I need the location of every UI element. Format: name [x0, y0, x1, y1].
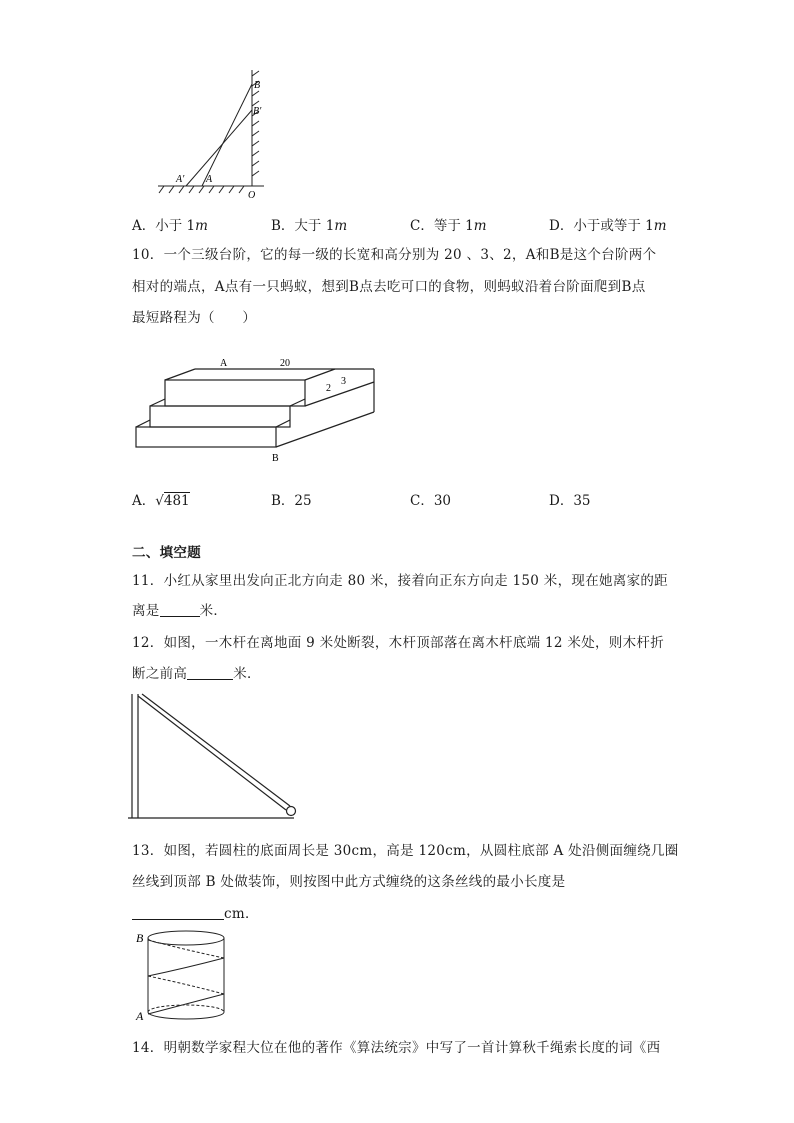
q10-line-1: 10．一个三级台阶，它的每一级的长宽和高分别为 20 、3、2，A和B是这个台阶两个	[132, 247, 657, 263]
staircase-figure	[128, 352, 378, 464]
q10-option-a[interactable]: A．√481	[132, 493, 190, 509]
q13-line-2: 丝线到顶部 B 处做装饰，则按图中此方式缠绕的这条丝线的最小长度是	[132, 874, 566, 890]
stair-label-20: 20	[280, 358, 290, 369]
stair-label-2: 2	[326, 383, 331, 394]
broken-pole-figure	[126, 692, 302, 822]
label-A: A	[206, 174, 213, 185]
q11-line-2: 离是 米．	[132, 603, 228, 619]
q9-option-d[interactable]: D．小于或等于 1m	[549, 218, 667, 234]
q10-option-d[interactable]: D．35	[549, 493, 591, 509]
q10-line-3: 最短路程为（ ）	[132, 310, 257, 326]
q12-line-2: 断之前高 米．	[132, 666, 261, 682]
q9-option-a[interactable]: A．小于 1m	[132, 218, 208, 234]
q10-option-b[interactable]: B．25	[271, 493, 312, 509]
q11-line-1: 11．小红从家里出发向正北方向走 80 米，接着向正东方向走 150 米，现在她离家的距	[132, 573, 668, 589]
label-A-prime: A′	[176, 174, 185, 185]
q13-answer-blank[interactable]	[132, 905, 224, 920]
q14-line-1: 14．明朝数学家程大位在他的著作《算法统宗》中写了一首计算秋千绳索长度的词《西	[132, 1040, 661, 1056]
q10-option-c[interactable]: C．30	[410, 493, 452, 509]
q12-line-1: 12．如图，一木杆在离地面 9 米处断裂，木杆顶部落在离木杆底端 12 米处，则木杆折	[132, 635, 665, 651]
q13-line-1: 13．如图，若圆柱的底面周长是 30cm，高是 120cm，从圆柱底部 A 处沿侧面缠绕几圈	[132, 843, 679, 859]
cylinder-label-B: B	[136, 931, 144, 945]
q13-line-3: cm．	[132, 902, 259, 922]
label-B-prime: B′	[253, 106, 262, 117]
q12-answer-blank[interactable]	[187, 665, 233, 680]
stair-label-3: 3	[341, 376, 346, 387]
stair-label-A: A	[220, 358, 228, 369]
q10-line-2: 相对的端点，A点有一只蚂蚁，想到B点去吃可口的食物，则蚂蚁沿着台阶面爬到B点	[132, 279, 646, 295]
ladder-wall-figure	[150, 68, 275, 200]
stair-label-B: B	[272, 453, 279, 464]
section-heading: 二、填空题	[132, 545, 201, 561]
cylinder-label-A: A	[136, 1009, 144, 1023]
q9-option-b[interactable]: B．大于 1m	[271, 218, 348, 234]
q9-option-c[interactable]: C．等于 1m	[410, 218, 487, 234]
label-B: B	[254, 80, 261, 91]
q11-answer-blank[interactable]	[160, 602, 200, 617]
label-O: O	[248, 190, 256, 200]
cylinder-spiral-figure	[128, 926, 238, 1026]
